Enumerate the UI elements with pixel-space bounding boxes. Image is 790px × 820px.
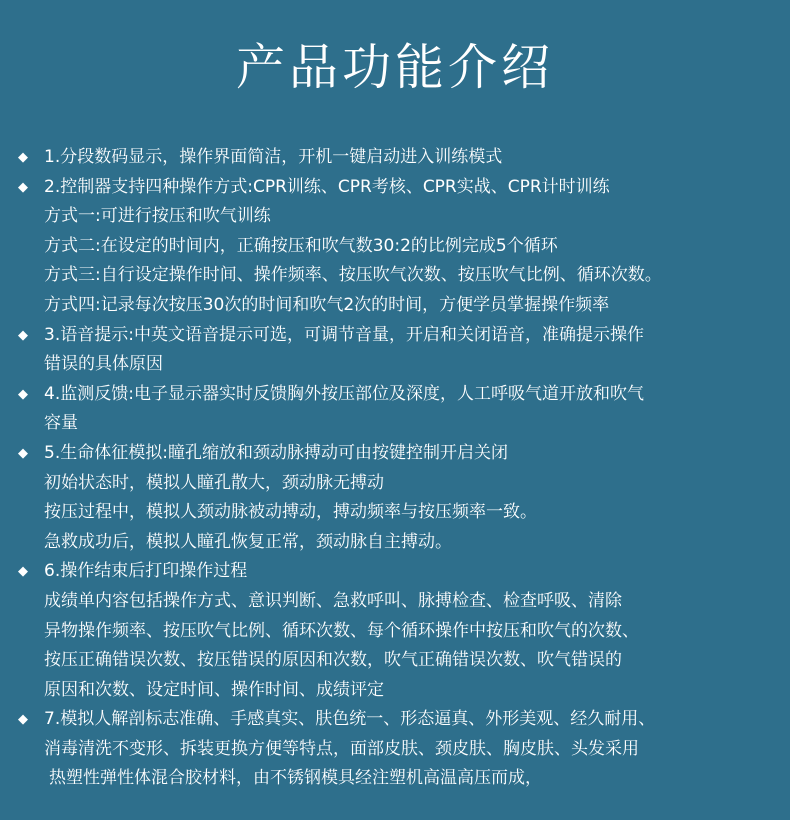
feature-detail-line: 方式三:自行设定操作时间、操作频率、按压吹气次数、按压吹气比例、循环次数。 (44, 265, 662, 286)
feature-detail-line: 初始状态时，模拟人瞳孔散大，颈动脉无搏动 (44, 472, 384, 493)
feature-detail-line: 方式一:可进行按压和吹气训练 (44, 206, 271, 227)
diamond-bullet-icon: ◆ (18, 564, 28, 580)
feature-item-2: ◆ 2.控制器支持四种操作方式:CPR训练、CPR考核、CPR实战、CPR计时训练 (18, 173, 778, 203)
feature-detail-line: 原因和次数、设定时间、操作时间、成绩评定 (44, 679, 384, 700)
feature-item-7: ◆ 7.模拟人解剖标志准确、手感真实、肤色统一、形态逼真、外形美观、经久耐用、 (18, 705, 778, 735)
page-title: 产品功能介绍 (235, 39, 554, 96)
feature-detail-line: 容量 (44, 413, 78, 434)
diamond-bullet-icon: ◆ (18, 445, 28, 461)
diamond-bullet-icon: ◆ (18, 327, 28, 343)
feature-detail-line: 成绩单内容包括操作方式、意识判断、急救呼叫、脉搏检查、检查呼吸、清除 (44, 590, 622, 611)
feature-detail-line: 按压过程中，模拟人颈动脉被动搏动，搏动频率与按压频率一致。 (44, 502, 537, 523)
feature-item-5: ◆ 5.生命体征模拟:瞳孔缩放和颈动脉搏动可由按键控制开启关闭 (18, 439, 778, 469)
feature-detail-line: 异物操作频率、按压吹气比例、循环次数、每个循环操作中按压和吹气的次数、 (44, 620, 639, 641)
diamond-bullet-icon: ◆ (18, 179, 28, 195)
feature-detail-line: 错误的具体原因 (44, 354, 163, 375)
feature-item-3: ◆ 3.语音提示:中英文语音提示可选，可调节音量，开启和关闭语音，准确提示操作 (18, 321, 778, 351)
feature-item-6: ◆ 6.操作结束后打印操作过程 (18, 557, 778, 587)
feature-item-1: ◆ 1.分段数码显示，操作界面简洁，开机一键启动进入训练模式 (18, 143, 778, 173)
feature-item-4: ◆ 4.监测反馈:电子显示器实时反馈胸外按压部位及深度，人工呼吸气道开放和吹气 (18, 380, 778, 410)
feature-detail-line: 消毒清洗不变形、拆装更换方便等特点，面部皮肤、颈皮肤、胸皮肤、头发采用 (44, 738, 639, 759)
diamond-bullet-icon: ◆ (18, 150, 28, 165)
feature-detail-line: 按压正确错误次数、按压错误的原因和次数，吹气正确错误次数、吹气错误的 (44, 650, 622, 671)
feature-detail-line: 热塑性弹性体混合胶材料，由不锈钢模具经注塑机高温高压而成， (49, 768, 542, 789)
diamond-bullet-icon: ◆ (18, 712, 28, 728)
diamond-bullet-icon: ◆ (18, 386, 28, 402)
feature-list (18, 143, 778, 794)
feature-detail-line: 急救成功后，模拟人瞳孔恢复正常，颈动脉自主搏动。 (44, 531, 452, 552)
feature-detail-line: 方式二:在设定的时间内，正确按压和吹气数30:2的比例完成5个循环 (44, 235, 558, 256)
feature-detail-line: 方式四:记录每次按压30次的时间和吹气2次的时间，方便学员掌握操作频率 (44, 294, 610, 315)
